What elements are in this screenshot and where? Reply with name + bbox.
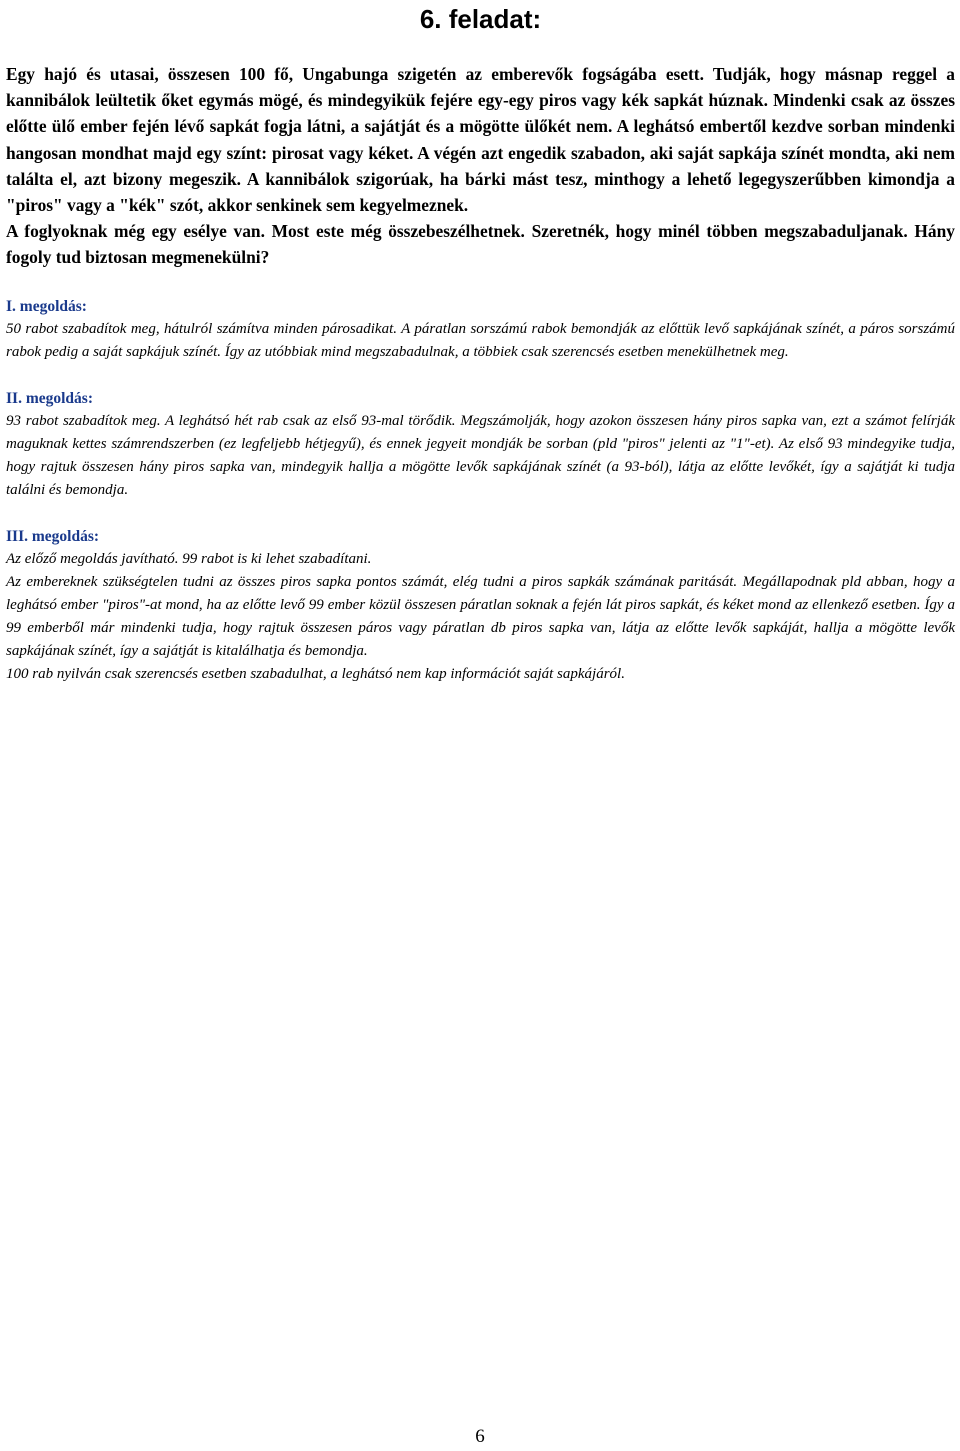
solution-paragraph: 100 rab nyilván csak szerencsés esetben szabadulhat, a leghátsó nem kap információt saját sapkájáról. bbox=[6, 665, 625, 682]
solution-paragraph: Az embereknek szükségtelen tudni az összes piros sapka pontos számát, elég tudni a piros sapkák számának paritását. Megállapodnak pld abban, hogy a leghátsó ember "piros"-at mond, ha az előtte levő 99 ember közül összesen páratlan soknak a fején lát piros sapkát, és kéket mond az ellenkező esetben. Így a 99 emberből már mindenki tudja, hogy rajtuk összesen páros vagy páratlan db piros sapka van, látja az előtte levők sapkáját, hallja a mögötte levők sapkájának színét, így a sajátját is kitalálhatja és bemondja. bbox=[6, 573, 955, 659]
solution-2 bbox=[6, 387, 955, 502]
problem-paragraph: Egy hajó és utasai, összesen 100 fő, Ungabunga szigetén az emberevők fogságába esett. Tudják, hogy másnap reggel a kannibálok leültetik őket egymás mögé, és mindegyikük fejére egy-egy piros vagy kék sapkát húznak. Mindenki csak az összes előtte ülő ember fején lévő sapkát fogja látni, a sajátját és a mögötte ülőkét nem. A leghátsó embertől kezdve sorban mindenki hangosan mondhat majd egy színt: pirosat vagy kéket. A végén azt engedik szabadon, aki saját sapkája színét mondta, aki nem találta el, azt bizony megeszik. A kannibálok szigorúak, ha bárki mást tesz, minthogy a lehető legegyszerűbben kimondja a "piros" vagy a "kék" szót, akkor senkinek sem kegyelmeznek. bbox=[6, 64, 955, 216]
solution-paragraph: Az előző megoldás javítható. 99 rabot is ki lehet szabadítani. bbox=[6, 550, 372, 567]
problem-statement bbox=[6, 61, 955, 271]
page-number: 6 bbox=[475, 1426, 485, 1447]
page-title: 6. feladat: bbox=[419, 4, 542, 34]
problem-paragraph: A foglyoknak még egy esélye van. Most este még összebeszélhetnek. Szeretnék, hogy minél többen megszabaduljanak. Hány fogoly tud biztosan megmenekülni? bbox=[6, 221, 955, 268]
solution-heading: I. megoldás: bbox=[6, 297, 87, 315]
solution-paragraph: 50 rabot szabadítok meg, hátulról számítva minden párosadikat. A páratlan sorszámú rabok bemondják az előttük levő sapkájának színét, a páros sorszámú rabok pedig a saját sapkájuk színét. Így az utóbbiak mind megszabadulnak, a többiek csak szerencsés esetben menekülhetnek meg. bbox=[6, 320, 955, 360]
solution-1 bbox=[6, 295, 955, 364]
document-page bbox=[6, 0, 955, 686]
solution-heading: II. megoldás: bbox=[6, 389, 93, 407]
solution-heading: III. megoldás: bbox=[6, 527, 100, 545]
solution-paragraph: 93 rabot szabadítok meg. A leghátsó hét rab csak az első 93-mal törődik. Megszámolják, hogy azokon összesen hány piros sapka van, ezt a számot felírják maguknak kettes számrendszerben (ez legfeljebb hétjegyű), és ennek jegyeit mondják be sorban (pld "piros" jelenti az "1"-et). Az első 93 mindegyike tudja, hogy rajtuk összesen hány piros sapka van, mindegyik hallja a mögötte levők sapkájának színét (a 93-ból), látja az előtte levőkét, így a sajátját ki tudja találni és bemondja. bbox=[6, 412, 955, 498]
solution-3 bbox=[6, 525, 955, 686]
